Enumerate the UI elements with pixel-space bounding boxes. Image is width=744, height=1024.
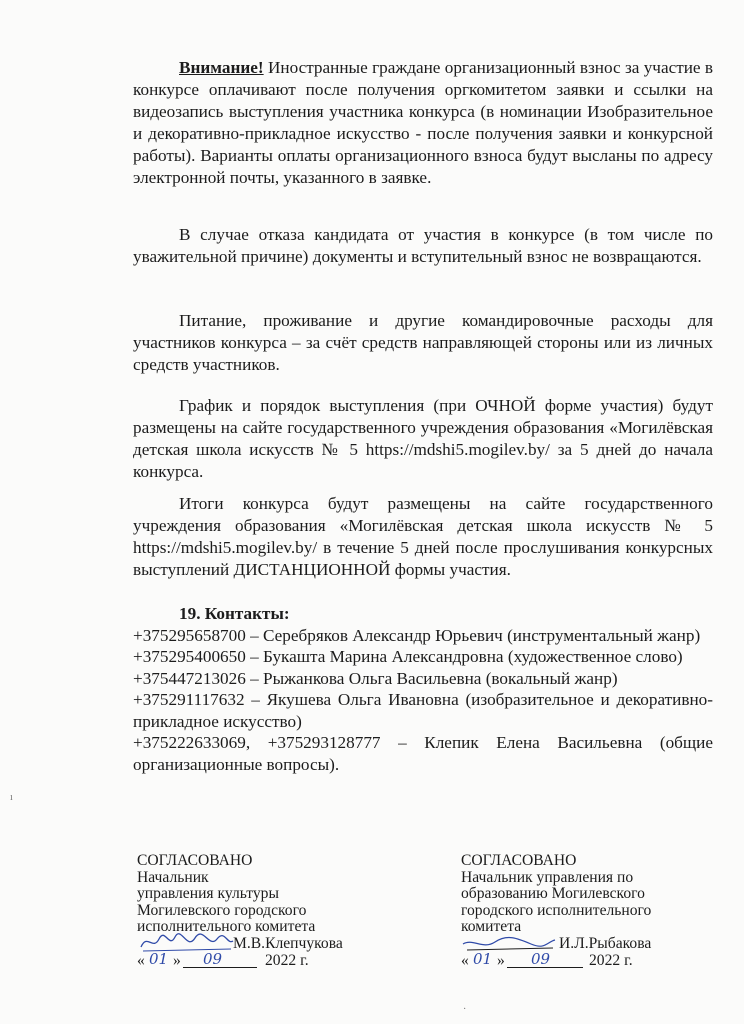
contact-line: +375447213026 – Рыжанкова Ольга Васильевна (вокальный жанр) [133, 668, 618, 688]
approval-heading: СОГЛАСОВАНО [461, 852, 577, 869]
notice-paragraph [133, 57, 713, 189]
approval-right [461, 853, 701, 970]
signatory-name: М.В.Клепчукова [233, 934, 343, 952]
refusal-paragraph [133, 224, 713, 268]
results-paragraph [133, 493, 713, 581]
contacts-section [133, 603, 713, 775]
contacts-title: 19. Контакты: [179, 604, 290, 623]
approval-title-line: городского исполнительного [461, 901, 652, 919]
contact-line: +375222633069, +375293128777 – Клепик Елена Васильевна (общие организационные вопросы). [133, 733, 713, 774]
date-quote-close: » [497, 951, 505, 969]
approval-date [461, 949, 701, 970]
approval-heading: СОГЛАСОВАНО [137, 852, 253, 869]
date-quote-open: « [461, 951, 469, 969]
expenses-paragraph [133, 310, 713, 376]
date-quote-close: » [173, 951, 181, 969]
schedule-paragraph [133, 395, 713, 483]
date-year: 2022 г. [589, 951, 633, 969]
approval-title-line: Начальник управления по [461, 868, 634, 886]
expenses-text: Питание, проживание и другие командировочные расходы для участников конкурса – за счёт средств направляющей стороны или из личных средств участников. [133, 311, 713, 374]
signature-line [461, 936, 701, 953]
approval-title-line: исполнительного комитета [137, 918, 316, 935]
results-text: Итоги конкурса будут размещены на сайте государственного учреждения образования «Могилёвская детская школа искусств № 5 https://mdshi5.mogilev.by/ в течение 5 дней после прослушивания конкурсных выступлений ДИСТАНЦИОННОЙ формы участия. [133, 494, 713, 579]
date-year: 2022 г. [265, 951, 309, 969]
approval-left [137, 853, 377, 970]
scan-mark: · [463, 1004, 467, 1015]
signatory-name: И.Л.Рыбакова [559, 934, 652, 952]
date-month: 09 [531, 949, 551, 968]
approval-title-line: управления культуры [137, 885, 279, 902]
notice-lead: Внимание! [179, 58, 264, 77]
approval-title-line: Начальник [137, 868, 209, 886]
contact-line: +375295400650 – Букашта Марина Александровна (художественное слово) [133, 647, 683, 666]
approval-title-line: Могилевского городского [137, 901, 307, 919]
contact-line: +375291117632 – Якушева Ольга Ивановна (изобразительное и декоративно-прикладное искусство) [133, 690, 713, 731]
approval-date [137, 949, 377, 970]
scan-mark: ı [10, 792, 13, 803]
signature-line [137, 936, 377, 953]
date-day: 01 [149, 949, 169, 968]
refusal-text: В случае отказа кандидата от участия в конкурсе (в том числе по уважительной причине) документы и вступительный взнос не возвращаются. [133, 225, 713, 266]
date-quote-open: « [137, 951, 145, 969]
schedule-text: График и порядок выступления (при ОЧНОЙ форме участия) будут размещены на сайте государственного учреждения образования «Могилёвская детская школа искусств № 5 https://mdshi5.mogilev.by/ за 5 дней до начала конкурса. [133, 396, 713, 481]
date-month: 09 [203, 949, 223, 968]
approval-title-line: комитета [461, 918, 522, 935]
date-day: 01 [473, 949, 493, 968]
notice-text: Иностранные граждане организационный взнос за участие в конкурсе оплачивают после получения оргкомитетом заявки и ссылки на видеозапись выступления участника конкурса (в номинации Изобразительное и декоративно-прикладное искусство - после получения заявки и конкурсной работы). Варианты оплаты организационного взноса будут высланы по адресу электронной почты, указанного в заявке. [133, 58, 713, 187]
date-underline [507, 967, 583, 968]
approval-title-line: образованию Могилевского [461, 885, 645, 902]
contact-line: +375295658700 – Серебряков Александр Юрьевич (инструментальный жанр) [133, 625, 701, 645]
date-underline [183, 967, 257, 968]
